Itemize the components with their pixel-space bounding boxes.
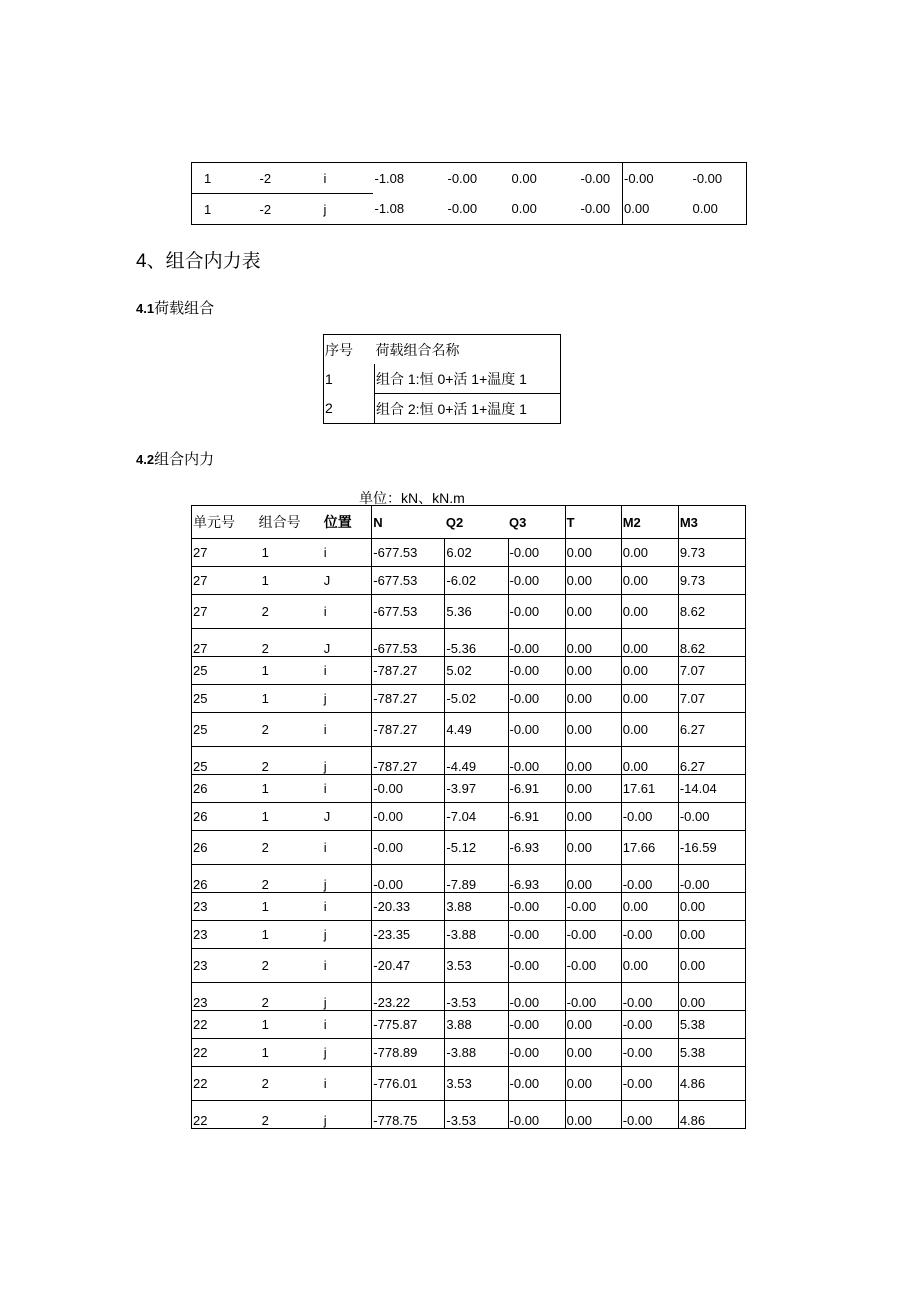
table-cell: i [323, 539, 372, 567]
table-cell: j [323, 1039, 372, 1067]
table-cell: i [323, 893, 372, 921]
table-row [192, 831, 746, 865]
header-cell: M3 [678, 506, 745, 539]
table-cell: 1 [324, 364, 375, 394]
table-cell: -0.00 [692, 170, 723, 186]
table-cell: j [323, 865, 372, 893]
table-cell: 27 [192, 567, 258, 595]
table-cell: 0.00 [565, 1067, 621, 1101]
table-cell: i [323, 949, 372, 983]
table-cell: -0.00 [508, 949, 565, 983]
table-cell: -3.88 [445, 1039, 508, 1067]
table-cell: -4.49 [445, 747, 508, 775]
section-4-heading: 4、组合内力表 [136, 251, 261, 272]
table-header-row [192, 506, 746, 539]
table-cell: 0.00 [621, 713, 678, 747]
table-cell: 8.62 [678, 595, 745, 629]
table-cell: i [323, 713, 372, 747]
table-cell: 4.86 [678, 1067, 745, 1101]
table-cell: 22 [192, 1101, 258, 1129]
table-cell: -787.27 [372, 685, 445, 713]
table-cell: 0.00 [621, 657, 678, 685]
table-row [192, 194, 747, 225]
table-cell: 2 [258, 865, 323, 893]
table-cell: 0.00 [565, 1039, 621, 1067]
table-cell: -1.08 [374, 201, 405, 217]
table-cell: 26 [192, 775, 258, 803]
table-cell: -0.00 [508, 1101, 565, 1129]
table-cell: 1 [258, 893, 323, 921]
table-cell: 26 [192, 865, 258, 893]
table-cell: 22 [192, 1039, 258, 1067]
table-cell: 0.00 [678, 921, 745, 949]
table-cell: -7.89 [445, 865, 508, 893]
table-cell: 2 [258, 629, 323, 657]
table-cell: -0.00 [565, 921, 621, 949]
table-cell: 2 [258, 983, 323, 1011]
table-cell: i [323, 595, 372, 629]
table-cell: 5.38 [678, 1039, 745, 1067]
table-cell: 0.00 [624, 201, 650, 217]
table-cell: 0.00 [678, 949, 745, 983]
table-cell: 1 [258, 803, 323, 831]
table-cell: -0.00 [508, 747, 565, 775]
table-cell: -0.00 [621, 803, 678, 831]
table-header-row [324, 335, 561, 365]
table-cell: -0.00 [508, 713, 565, 747]
table-cell: 0.00 [565, 595, 621, 629]
table-cell: j [323, 685, 372, 713]
section-4-2-heading [136, 448, 214, 469]
table-cell: 23 [192, 949, 258, 983]
table-cell: 0.00 [565, 747, 621, 775]
table-cell: 6.02 [445, 539, 508, 567]
table-cell: 5.38 [678, 1011, 745, 1039]
table-cell: -0.00 [508, 567, 565, 595]
table-cell: 2 [258, 595, 323, 629]
table-cell: -0.00 [621, 1011, 678, 1039]
table-row [324, 394, 561, 424]
table-cell: -787.27 [372, 657, 445, 685]
table-cell: 0.00 [621, 567, 678, 595]
table-cell: 0.00 [621, 539, 678, 567]
table-cell: j [323, 1101, 372, 1129]
table-cell: 0.00 [565, 685, 621, 713]
table-cell: -16.59 [678, 831, 745, 865]
table-cell: 25 [192, 657, 258, 685]
table-cell: 5.36 [445, 595, 508, 629]
table-cell: 0.00 [565, 831, 621, 865]
table-cell: 0.00 [565, 775, 621, 803]
header-cell: Q2 [445, 506, 508, 539]
table-cell: 27 [192, 595, 258, 629]
table-cell: -6.93 [508, 865, 565, 893]
table-cell: i [323, 657, 372, 685]
table-cell: -787.27 [372, 747, 445, 775]
table-cell: 23 [192, 983, 258, 1011]
header-cell: N [372, 506, 445, 539]
table-cell: 17.61 [621, 775, 678, 803]
table-cell: -20.33 [372, 893, 445, 921]
table-cell: 6.27 [678, 747, 745, 775]
header-cell: 组合号 [258, 506, 323, 539]
table-cell: 0.00 [565, 1101, 621, 1129]
table-cell: 2 [324, 394, 375, 424]
table-cell: 1 [258, 921, 323, 949]
table-row [192, 1101, 746, 1129]
table-row [324, 364, 561, 394]
table-cell: 0.00 [565, 713, 621, 747]
table-cell: j [323, 201, 327, 217]
table-cell: 4.86 [678, 1101, 745, 1129]
table-cell: 7.07 [678, 685, 745, 713]
table-cell: 0.00 [565, 567, 621, 595]
table-cell: -0.00 [447, 170, 478, 186]
header-cell: 位置 [323, 506, 372, 539]
internal-force-table-continued [191, 162, 747, 225]
table-cell: 27 [192, 539, 258, 567]
table-cell: -677.53 [372, 539, 445, 567]
section-4-1-number: 4.1 [136, 301, 155, 316]
table-cell: -0.00 [621, 1101, 678, 1129]
table-cell: -3.53 [445, 983, 508, 1011]
table-cell: -0.00 [508, 1039, 565, 1067]
table-cell: -6.02 [445, 567, 508, 595]
table-cell: -7.04 [445, 803, 508, 831]
table-cell: 1 [204, 201, 212, 217]
table-cell: 3.53 [445, 949, 508, 983]
table-cell: -0.00 [621, 1039, 678, 1067]
table-cell: 0.00 [678, 983, 745, 1011]
table-cell: 9.73 [678, 539, 745, 567]
table-cell: -0.00 [624, 170, 654, 186]
header-cell: T [565, 506, 621, 539]
table-cell: -0.00 [508, 983, 565, 1011]
table-cell: -0.00 [508, 539, 565, 567]
table-cell: 1 [258, 539, 323, 567]
table-cell: -677.53 [372, 629, 445, 657]
table-cell: 6.27 [678, 713, 745, 747]
table-cell: 25 [192, 685, 258, 713]
table-cell: 26 [192, 831, 258, 865]
table-cell: 2 [258, 713, 323, 747]
table-cell: i [323, 1067, 372, 1101]
table-cell: -23.22 [372, 983, 445, 1011]
table-cell: j [323, 983, 372, 1011]
table-cell: -0.00 [621, 865, 678, 893]
table-cell: J [323, 803, 372, 831]
unit-label: 单位：kN、kN.m [359, 490, 465, 506]
table-cell: -6.91 [508, 775, 565, 803]
table-row [192, 163, 747, 194]
table-cell: -0.00 [372, 865, 445, 893]
table-cell: -0.00 [565, 949, 621, 983]
table-cell: -20.47 [372, 949, 445, 983]
table-cell: 22 [192, 1011, 258, 1039]
table-cell: -0.00 [508, 629, 565, 657]
table-cell: -677.53 [372, 595, 445, 629]
table-cell: -775.87 [372, 1011, 445, 1039]
table-cell: -0.00 [565, 983, 621, 1011]
section-4-2-title: 组合内力 [154, 451, 215, 468]
table-cell: 0.00 [565, 803, 621, 831]
table-cell: -3.97 [445, 775, 508, 803]
table-cell: -778.89 [372, 1039, 445, 1067]
table-cell: -0.00 [508, 595, 565, 629]
table-cell: 27 [192, 629, 258, 657]
table-cell: 8.62 [678, 629, 745, 657]
table-cell: 26 [192, 803, 258, 831]
table-cell: -5.36 [445, 629, 508, 657]
table-cell: 0.00 [678, 893, 745, 921]
table-row [192, 685, 746, 713]
table-cell: -2 [248, 163, 312, 194]
table-cell: 1 [192, 163, 248, 194]
header-cell: M2 [621, 506, 678, 539]
table-cell: -0.00 [508, 685, 565, 713]
section-4-1-title: 荷载组合 [154, 300, 215, 317]
table-cell: 0.00 [511, 201, 537, 217]
table-cell: 0.00 [621, 629, 678, 657]
table-cell: -0.00 [508, 893, 565, 921]
table-cell: -0.00 [621, 921, 678, 949]
table-cell: -677.53 [372, 567, 445, 595]
table-cell: -1.08 [374, 170, 405, 186]
table-cell: 25 [192, 713, 258, 747]
table-cell: -776.01 [372, 1067, 445, 1101]
table-cell: 组合 1:恒 0+活 1+温度 1 [375, 364, 561, 394]
table-cell: -0.00 [508, 1067, 565, 1101]
table-cell: 0.00 [565, 629, 621, 657]
header-cell: 荷载组合名称 [375, 341, 460, 358]
table-cell: 2 [258, 1067, 323, 1101]
table-cell: 0.00 [621, 893, 678, 921]
table-cell: -0.00 [508, 657, 565, 685]
combined-internal-force-table [191, 505, 746, 1129]
table-cell: -6.93 [508, 831, 565, 865]
table-cell: 2 [258, 1101, 323, 1129]
table-row [192, 1011, 746, 1039]
table-cell: J [323, 629, 372, 657]
table-row [192, 803, 746, 831]
table-row [192, 865, 746, 893]
table-cell: i [323, 831, 372, 865]
table-cell: 0.00 [621, 949, 678, 983]
table-cell: 2 [258, 831, 323, 865]
table-cell: 2 [258, 949, 323, 983]
table-cell: 1 [258, 685, 323, 713]
table-row [192, 893, 746, 921]
table-cell: j [323, 747, 372, 775]
table-cell: 1 [258, 1039, 323, 1067]
table-cell: 7.07 [678, 657, 745, 685]
table-cell: j [323, 921, 372, 949]
table-cell: 3.88 [445, 1011, 508, 1039]
header-cell: Q3 [508, 506, 565, 539]
table-cell: -23.35 [372, 921, 445, 949]
table-cell: 3.53 [445, 1067, 508, 1101]
table-cell: 0.00 [621, 685, 678, 713]
table-row [192, 1039, 746, 1067]
table-cell: -0.00 [579, 194, 623, 225]
table-cell: 0.00 [511, 170, 537, 186]
table-cell: 0.00 [692, 201, 718, 217]
table-cell: 1 [258, 775, 323, 803]
table-cell: 0.00 [565, 657, 621, 685]
header-cell: 单元号 [192, 506, 258, 539]
table-cell: 0.00 [621, 595, 678, 629]
table-cell: 0.00 [621, 747, 678, 775]
table-cell: -0.00 [579, 163, 623, 194]
table-row [192, 949, 746, 983]
table-cell: -778.75 [372, 1101, 445, 1129]
table-row [192, 983, 746, 1011]
table-cell: i [323, 775, 372, 803]
table-cell: 4.49 [445, 713, 508, 747]
table-cell: -0.00 [678, 803, 745, 831]
table-cell: 23 [192, 893, 258, 921]
table-cell: 0.00 [565, 1011, 621, 1039]
load-combination-table [323, 334, 561, 424]
table-cell: i [323, 1011, 372, 1039]
table-cell: 组合 2:恒 0+活 1+温度 1 [375, 394, 561, 424]
table-cell: 0.00 [565, 539, 621, 567]
table-cell: -6.91 [508, 803, 565, 831]
table-cell: -0.00 [508, 1011, 565, 1039]
table-cell: 22 [192, 1067, 258, 1101]
table-cell: i [312, 163, 373, 194]
table-cell: -3.53 [445, 1101, 508, 1129]
table-cell: -3.88 [445, 921, 508, 949]
table-cell: -2 [259, 201, 272, 217]
table-cell: 25 [192, 747, 258, 775]
table-cell: 0.00 [565, 865, 621, 893]
table-cell: 9.73 [678, 567, 745, 595]
table-row [192, 567, 746, 595]
table-row [192, 775, 746, 803]
table-cell: -0.00 [678, 865, 745, 893]
table-cell: -5.12 [445, 831, 508, 865]
table-cell: 2 [258, 747, 323, 775]
section-4-2-number: 4.2 [136, 452, 155, 467]
table-cell: -0.00 [621, 1067, 678, 1101]
table-cell: -0.00 [621, 983, 678, 1011]
table-row [192, 539, 746, 567]
table-cell: -0.00 [372, 831, 445, 865]
table-row [192, 629, 746, 657]
table-cell: 3.88 [445, 893, 508, 921]
table-cell: 23 [192, 921, 258, 949]
table-row [192, 1067, 746, 1101]
table-cell: -0.00 [372, 775, 445, 803]
table-cell: 1 [258, 1011, 323, 1039]
table-row [192, 657, 746, 685]
table-cell: J [323, 567, 372, 595]
table-row [192, 713, 746, 747]
table-cell: 1 [258, 657, 323, 685]
table-cell: -14.04 [678, 775, 745, 803]
table-cell: -787.27 [372, 713, 445, 747]
table-cell: -0.00 [372, 803, 445, 831]
table-row [192, 921, 746, 949]
table-row [192, 595, 746, 629]
table-cell: 17.66 [621, 831, 678, 865]
table-cell: -0.00 [508, 921, 565, 949]
table-row [192, 747, 746, 775]
table-cell: 1 [258, 567, 323, 595]
table-cell: -5.02 [445, 685, 508, 713]
table-cell: -0.00 [565, 893, 621, 921]
header-cell: 序号 [325, 341, 353, 358]
table-cell: -0.00 [447, 201, 478, 217]
section-4-1-heading [136, 297, 214, 318]
table-cell: 5.02 [445, 657, 508, 685]
